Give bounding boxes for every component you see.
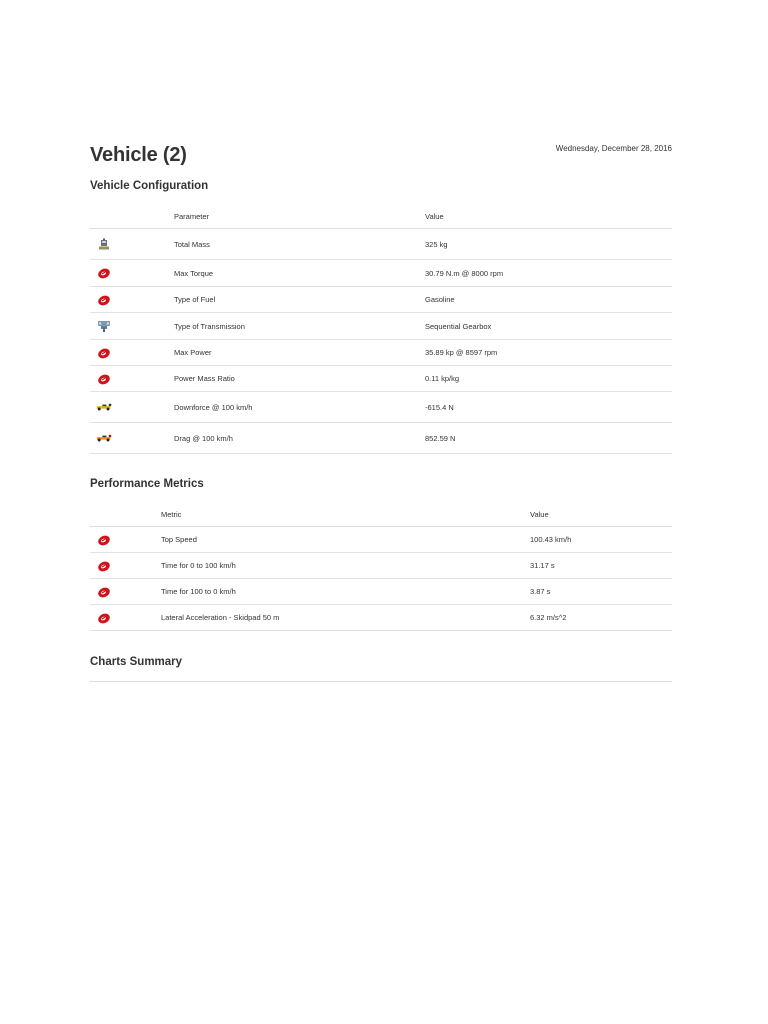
value-cell: Gasoline <box>425 287 672 313</box>
value-cell: 6.32 m/s^2 <box>530 605 672 631</box>
table-row <box>90 313 672 340</box>
table-row <box>90 605 672 631</box>
value-cell: 325 kg <box>425 229 672 260</box>
row-icon-cell <box>90 229 174 260</box>
parameter-cell: Downforce @ 100 km/h <box>174 392 425 423</box>
performance-metrics-heading: Performance Metrics <box>90 478 204 490</box>
row-icon-cell <box>90 313 174 340</box>
value-cell: 35.89 kp @ 8597 rpm <box>425 340 672 366</box>
table-row <box>90 260 672 287</box>
table-row <box>90 423 672 454</box>
red-dial-icon <box>96 586 112 595</box>
red-dial-icon <box>96 612 112 621</box>
value-cell: 3.87 s <box>530 579 672 605</box>
parameter-cell: Total Mass <box>174 229 425 260</box>
table-row <box>90 527 672 553</box>
metric-column-header: Metric <box>161 503 530 527</box>
charts-summary-divider <box>90 681 672 682</box>
metric-cell: Time for 0 to 100 km/h <box>161 553 530 579</box>
table-row <box>90 579 672 605</box>
report-page <box>90 142 672 668</box>
metric-cell: Lateral Acceleration - Skidpad 50 m <box>161 605 530 631</box>
report-header <box>90 142 672 170</box>
scale-weight-icon <box>96 239 112 248</box>
value-cell: 0.11 kp/kg <box>425 366 672 392</box>
row-icon-cell <box>90 392 174 423</box>
table-row <box>90 287 672 313</box>
table-row <box>90 366 672 392</box>
red-dial-icon <box>96 373 112 382</box>
vehicle-configuration-body <box>90 229 672 454</box>
row-icon-cell <box>90 527 161 553</box>
value-column-header: Value <box>530 503 672 527</box>
table-row <box>90 553 672 579</box>
table-row <box>90 392 672 423</box>
vehicle-configuration-table <box>90 205 672 454</box>
metric-cell: Time for 100 to 0 km/h <box>161 579 530 605</box>
report-date: Wednesday, December 28, 2016 <box>555 144 672 153</box>
performance-metrics-table <box>90 503 672 631</box>
table-row <box>90 229 672 260</box>
parameter-cell: Type of Fuel <box>174 287 425 313</box>
row-icon-cell <box>90 579 161 605</box>
parameter-column-header: Parameter <box>174 205 425 229</box>
charts-summary-heading: Charts Summary <box>90 656 183 668</box>
icon-column-header <box>90 503 161 527</box>
table-row <box>90 340 672 366</box>
value-cell: 31.17 s <box>530 553 672 579</box>
value-cell: Sequential Gearbox <box>425 313 672 340</box>
vehicle-configuration-heading: Vehicle Configuration <box>90 180 209 192</box>
red-dial-icon <box>96 347 112 356</box>
red-dial-icon <box>96 268 112 277</box>
race-car-downforce-icon <box>96 402 112 411</box>
parameter-cell: Power Mass Ratio <box>174 366 425 392</box>
row-icon-cell <box>90 423 174 454</box>
row-icon-cell <box>90 366 174 392</box>
row-icon-cell <box>90 260 174 287</box>
red-dial-icon <box>96 534 112 543</box>
row-icon-cell <box>90 287 174 313</box>
icon-column-header <box>90 205 174 229</box>
parameter-cell: Max Torque <box>174 260 425 287</box>
red-dial-icon <box>96 560 112 569</box>
value-cell: 30.79 N.m @ 8000 rpm <box>425 260 672 287</box>
parameter-cell: Drag @ 100 km/h <box>174 423 425 454</box>
row-icon-cell <box>90 553 161 579</box>
row-icon-cell <box>90 605 161 631</box>
parameter-cell: Type of Transmission <box>174 313 425 340</box>
parameter-cell: Max Power <box>174 340 425 366</box>
row-icon-cell <box>90 340 174 366</box>
value-cell: -615.4 N <box>425 392 672 423</box>
value-cell: 852.59 N <box>425 423 672 454</box>
performance-metrics-body <box>90 527 672 631</box>
table-header-row <box>90 205 672 229</box>
metric-cell: Top Speed <box>161 527 530 553</box>
gearbox-icon <box>96 321 112 330</box>
page-title: Vehicle (2) <box>90 144 187 166</box>
value-column-header: Value <box>425 205 672 229</box>
value-cell: 100.43 km/h <box>530 527 672 553</box>
red-dial-icon <box>96 294 112 303</box>
table-header-row <box>90 503 672 527</box>
race-car-drag-icon <box>96 433 112 442</box>
